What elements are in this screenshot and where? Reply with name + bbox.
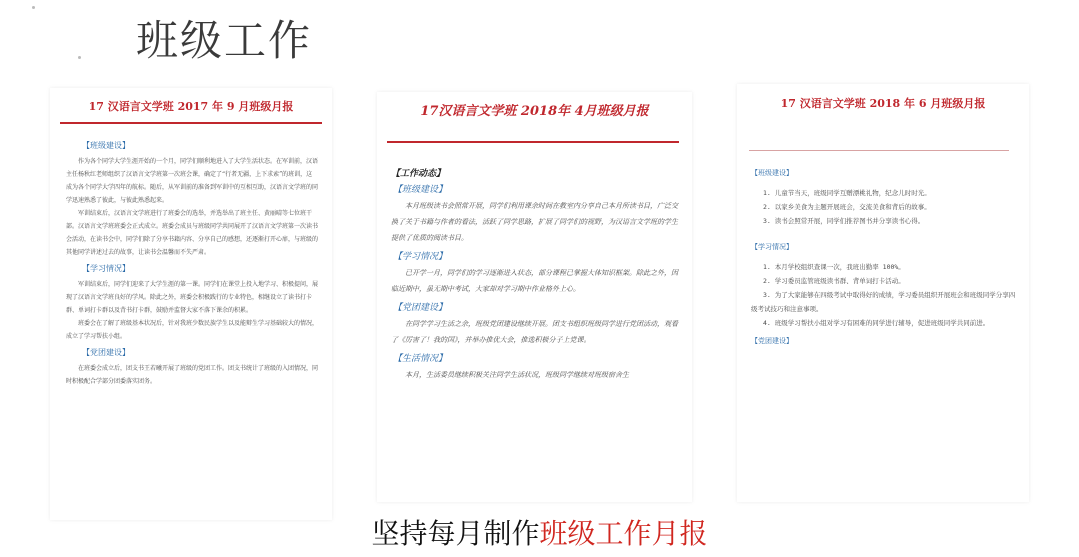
doc-content: [66, 136, 318, 388]
section-heading: 【学习情况】: [82, 264, 130, 273]
slide-title: 班级工作: [136, 16, 313, 65]
paragraph: 2. 学习委员监管班级读书群、背单词打卡活动。: [763, 277, 905, 285]
doc-content: [391, 166, 678, 383]
slide-caption: [0, 512, 1079, 552]
section-heading: 【班级建设】: [751, 169, 793, 177]
doc-title: 17 汉语言文学班 2017 年 9 月班级月报: [88, 100, 294, 113]
section-heading: 【党团建设】: [82, 348, 130, 357]
decor-dot: [32, 6, 35, 9]
paragraph: 本月，生活委员继续积极关注同学生活状况，班级同学继续对班级宿舍生: [405, 371, 629, 379]
section-heading: 【党团建设】: [751, 337, 793, 345]
section-heading: 【学习情况】: [393, 252, 448, 262]
dynamics-label: 【工作动态】: [391, 169, 446, 179]
decor-dot: [78, 56, 81, 59]
title-rule: [749, 150, 1009, 151]
report-2018-04: [377, 92, 692, 502]
doc-title: 17汉语言文学班 2018年 4月班级月报: [420, 104, 649, 119]
paragraph: 军训结束后，汉语言文学班进行了班委会的选举，并选举出了班主任、黄丽晴等七位班干部。汉语言文学班班委会正式成立。班委会成员与班级同学共同展开了汉语言文学班第一次读书会活动，在读书会中，同学们除了分享书籍内容、分享自己的感想，还逐渐打开心扉，与班级的其他同学讲述过去的故事，让读书会温馨而不失严肃。: [66, 210, 319, 256]
report-2017-09: [50, 88, 332, 520]
section-heading: 【党团建设】: [393, 303, 448, 313]
paragraph: 4. 班级学习帮扶小组对学习有困难的同学进行辅导，促进班级同学共同前进。: [763, 319, 990, 327]
paragraph: 在同学学习生活之余，班级党团建设继续开展。团支书组织班级同学进行党团活动，观看了《厉害了！我的国》，并举办推优大会，推选积极分子上党课。: [391, 320, 678, 344]
caption-highlight: 班级工作月报: [539, 517, 708, 550]
paragraph: 3. 读书会照常开展，同学们推荐图书并分享读书心得。: [763, 217, 925, 225]
section-heading: 【学习情况】: [751, 243, 793, 251]
paragraph: 本月班级读书会照常开展，同学们利用课余时间在教室内分享自己本月所读书目，广泛交换了关于书籍与作者的看法，活跃了同学思路，扩展了同学们的视野，为汉语言文学班的学生提供了优质的阅读书目。: [391, 202, 678, 242]
report-2018-06: [737, 84, 1029, 502]
paragraph: 班委会在了解了班级基本状况后，针对我班少数民族学生以及能辩生学习基础较大的情况，成立了学习帮扶小组。: [66, 320, 319, 340]
paragraph: 军训结束后，同学们迎来了大学生涯的第一课。同学们在课堂上投入地学习、积极提问，展现了汉语言文学班良好的学风。除此之外，班委会积极践行的专业特色，相继设立了读书打卡群、单词打卡群以及背书打卡群，鼓励并监督大家不落下课余的积累。: [66, 281, 319, 314]
paragraph: 已开学一月，同学们的学习逐渐进入状态，部分课程已掌握大体知识框架。除此之外，因临近期中，虽无期中考试，大家却对学习期中作业格外上心。: [391, 269, 678, 293]
title-rule: [60, 122, 322, 124]
doc-content: [751, 162, 1017, 354]
section-heading: 【班级建设】: [82, 141, 130, 150]
paragraph: 3. 为了大家能够在四级考试中取得好的成绩，学习委员组织开展班会和班级同学分享四级考试技巧和注意事项。: [751, 291, 1016, 313]
paragraph: 在班委会成立后，团支书王若曦开展了班级的党团工作。团支书统计了班级的入团情况，同时积极配合学部分团委落实团务。: [66, 365, 319, 385]
doc-title: 17 汉语言文学班 2018 年 6 月班级月报: [780, 97, 986, 110]
paragraph: 作为各个同学大学生涯开始的一个月，同学们顺利地进入了大学生活状态。在军训前，汉语主任杨秋红老师组织了汉语言文学班第一次班会课，确定了“行者无疆，上下求索”的班训，这成为各个同学大学四年的航标。随后，从军训前的准备到军训中的互相互助，汉语言文学班的同学迅速熟悉了彼此，与彼此熟悉起来。: [66, 158, 319, 204]
paragraph: 1. 本月学校组织查课一次，我班出勤率 100%。: [763, 263, 905, 271]
title-rule: [387, 141, 679, 143]
section-heading: 【班级建设】: [393, 185, 448, 195]
paragraph: 2. 以家乡美食为主题开展班会，交流美食和背后的故事。: [763, 203, 931, 211]
caption-prefix: 坚持每月制作: [371, 517, 540, 550]
paragraph: 1. 儿童节当天，班级同学互赠漂桃礼物，纪念儿时时光。: [763, 189, 931, 197]
section-heading: 【生活情况】: [393, 354, 448, 364]
